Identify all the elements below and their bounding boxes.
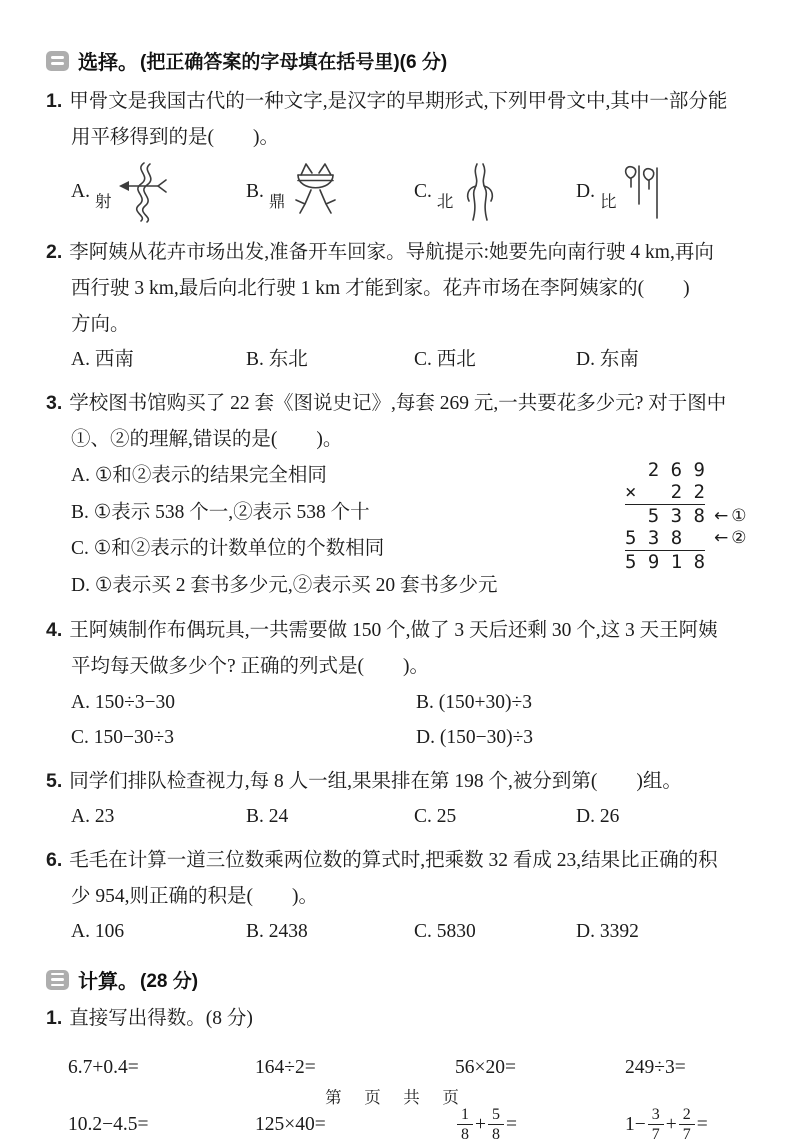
question-3-line-2: ①、②的理解,错误的是( )。 <box>71 429 343 450</box>
q2-option-a: A. 西南 <box>71 349 134 370</box>
question-2-number: 2. <box>46 241 63 263</box>
calc-expression-8 <box>625 1105 751 1144</box>
question-6-number: 6. <box>46 849 63 871</box>
question-1-line-1 <box>46 83 751 120</box>
q4-option-d: D. (150−30)÷3 <box>416 727 534 748</box>
question-4-options-row-2 <box>46 720 751 755</box>
q1-option-d <box>576 162 751 222</box>
question-1-number: 1. <box>46 90 63 112</box>
question-6-line-2: 少 954,则正确的积是( )。 <box>71 886 318 907</box>
q5-option-c: C. 25 <box>414 806 457 827</box>
fraction-numerator: 5 <box>488 1105 504 1125</box>
q3-option-a: A. ①和②表示的结果完全相同 <box>71 465 327 486</box>
fraction-denominator: 8 <box>461 1126 469 1144</box>
option-a-label: A. <box>71 181 90 202</box>
question-2 <box>46 234 751 377</box>
oracle-vessel-ding-icon <box>288 162 342 222</box>
q6-option-c: C. 5830 <box>414 921 476 942</box>
equals-sign: = <box>506 1113 517 1135</box>
q5-option-b: B. 24 <box>246 806 289 827</box>
q6-option-b: B. 2438 <box>246 921 308 942</box>
calc-item-1-header <box>46 1000 751 1037</box>
fraction-two-sevenths <box>679 1105 695 1144</box>
calc-expression-5: 10.2−4.5= <box>68 1113 149 1135</box>
section-three-lines-badge-icon <box>46 970 69 990</box>
mult-product: 5 9 1 8 <box>624 551 706 573</box>
calc-expression-7 <box>455 1105 625 1144</box>
calc-expression-4: 249÷3= <box>625 1057 686 1078</box>
question-5-line-1 <box>46 763 751 800</box>
question-5 <box>46 763 751 834</box>
plus-operator: + <box>665 1113 677 1135</box>
section-two-lines-badge-icon <box>46 51 69 71</box>
question-3 <box>46 385 751 604</box>
question-4-number: 4. <box>46 619 63 641</box>
q6-option-a: A. 106 <box>71 921 125 942</box>
calc-item-1-number: 1. <box>46 1007 63 1029</box>
leading-term: 1− <box>625 1113 646 1135</box>
fraction-denominator: 7 <box>651 1126 660 1144</box>
calc-section-header <box>46 965 751 994</box>
q5-option-d: D. 26 <box>576 806 620 827</box>
question-4-line-2: 平均每天做多少个? 正确的列式是( )。 <box>71 656 430 677</box>
option-b-label: B. <box>246 181 264 202</box>
partial-2-digits: 5 3 8 <box>624 527 683 549</box>
q1-option-c <box>414 162 576 222</box>
q3-option-d: D. ①表示买 2 套书多少元,②表示买 20 套书多少元 <box>71 574 498 596</box>
question-6-line-1 <box>46 842 751 879</box>
fraction-three-sevenths <box>648 1105 664 1144</box>
q5-option-a: A. 23 <box>71 806 115 827</box>
calc-expression-6: 125×40= <box>255 1113 326 1135</box>
q1-option-a <box>71 161 246 223</box>
q3-option-c: C. ①和②表示的计数单位的个数相同 <box>71 538 385 559</box>
fraction-five-eighths <box>488 1105 504 1144</box>
question-1-line-2: 用平移得到的是( )。 <box>71 127 279 148</box>
question-5-text: 同学们排队检查视力,每 8 人一组,果果排在第 198 个,被分到第( )组。 <box>69 771 682 792</box>
option-d-label: D. <box>576 181 595 202</box>
fraction-numerator: 2 <box>679 1105 695 1125</box>
option-d-character: 比 <box>599 192 617 211</box>
q4-option-c: C. 150−30÷3 <box>71 727 174 748</box>
question-3-line-1 <box>46 385 751 422</box>
calc-section-subtitle: (28 分) <box>140 971 199 992</box>
choice-section-title: 选择。 <box>78 52 138 74</box>
oracle-figures-side-by-side-icon <box>619 162 667 222</box>
q4-option-a: A. 150÷3−30 <box>71 692 176 713</box>
question-2-options <box>46 343 751 377</box>
choice-section-subtitle: (把正确答案的字母填在括号里)(6 分) <box>140 52 448 73</box>
option-b-character: 鼎 <box>268 192 286 211</box>
plus-operator: + <box>475 1113 486 1135</box>
oracle-bow-arrow-icon <box>114 161 168 223</box>
q4-option-b: B. (150+30)÷3 <box>416 692 532 713</box>
question-6 <box>46 842 751 949</box>
option-c-character: 北 <box>436 192 454 211</box>
question-2-text: 李阿姨从花卉市场出发,准备开车回家。导航提示:她要先向南行驶 4 km,再向 <box>69 242 714 263</box>
question-1 <box>46 83 751 226</box>
question-4 <box>46 612 751 755</box>
question-6-text: 毛毛在计算一道三位数乘两位数的算式时,把乘数 32 看成 23,结果比正确的积 <box>69 850 718 871</box>
q1-option-b <box>246 162 414 222</box>
oracle-figures-back-to-back-icon <box>456 162 504 222</box>
q3-multiplication-diagram <box>624 459 750 573</box>
question-4-options-row-1 <box>46 685 751 720</box>
q2-option-b: B. 东北 <box>246 349 308 370</box>
question-4-text: 王阿姨制作布偶玩具,一共需要做 150 个,做了 3 天后还剩 30 个,这 3 天王阿姨 <box>69 620 718 641</box>
fraction-numerator: 3 <box>648 1105 664 1125</box>
calc-row-1 <box>46 1051 751 1085</box>
mult-multiplier: 2 2 <box>670 481 705 503</box>
q2-option-d: D. 东南 <box>576 349 639 370</box>
q6-option-d: D. 3392 <box>576 921 639 942</box>
fraction-denominator: 8 <box>492 1126 500 1144</box>
choice-section-header <box>46 46 751 75</box>
question-2-line-2: 西行驶 3 km,最后向北行驶 1 km 才能到家。花卉市场在李阿姨家的( ) <box>71 278 690 299</box>
fraction-numerator: 1 <box>457 1105 473 1125</box>
question-3-number: 3. <box>46 392 63 414</box>
calc-item-1-text: 直接写出得数。(8 分) <box>69 1008 253 1029</box>
calc-expression-3: 56×20= <box>455 1057 516 1078</box>
partial-1-digits: 5 3 8 <box>647 505 705 527</box>
question-6-options <box>46 915 751 949</box>
calc-section-title: 计算。 <box>78 971 138 993</box>
equals-sign: = <box>696 1113 708 1135</box>
arrow-note-1: ←① <box>714 506 750 526</box>
q2-option-c: C. 西北 <box>414 349 476 370</box>
page-footer: 第 页 共 页 <box>325 1089 468 1107</box>
question-1-options <box>46 158 751 226</box>
calc-expression-1: 6.7+0.4= <box>68 1057 139 1078</box>
calc-expression-2: 164÷2= <box>255 1057 316 1078</box>
option-c-label: C. <box>414 181 432 202</box>
question-1-text: 甲骨文是我国古代的一种文字,是汉字的早期形式,下列甲骨文中,其中一部分能 <box>69 91 728 112</box>
calc-row-2 <box>46 1105 751 1144</box>
q3-option-b: B. ①表示 538 个一,②表示 538 个十 <box>71 501 370 523</box>
mult-multiplicand: 2 6 9 <box>647 459 705 481</box>
multiply-sign: × <box>624 481 637 503</box>
fraction-one-eighth <box>457 1105 473 1144</box>
question-5-options <box>46 800 751 834</box>
question-2-line-3: 方向。 <box>71 314 130 335</box>
question-3-text: 学校图书馆购买了 22 套《图说史记》,每套 269 元,一共要花多少元? 对于图中 <box>69 393 727 414</box>
option-a-character: 射 <box>94 192 112 211</box>
question-4-line-1 <box>46 612 751 649</box>
question-5-number: 5. <box>46 770 63 792</box>
mult-partial-product-1 <box>625 505 750 527</box>
question-2-line-1 <box>46 234 751 271</box>
arrow-note-2: ←② <box>714 528 750 548</box>
fraction-denominator: 7 <box>682 1126 691 1144</box>
mult-multiplier-row <box>625 481 705 505</box>
mult-partial-product-2 <box>624 527 750 551</box>
